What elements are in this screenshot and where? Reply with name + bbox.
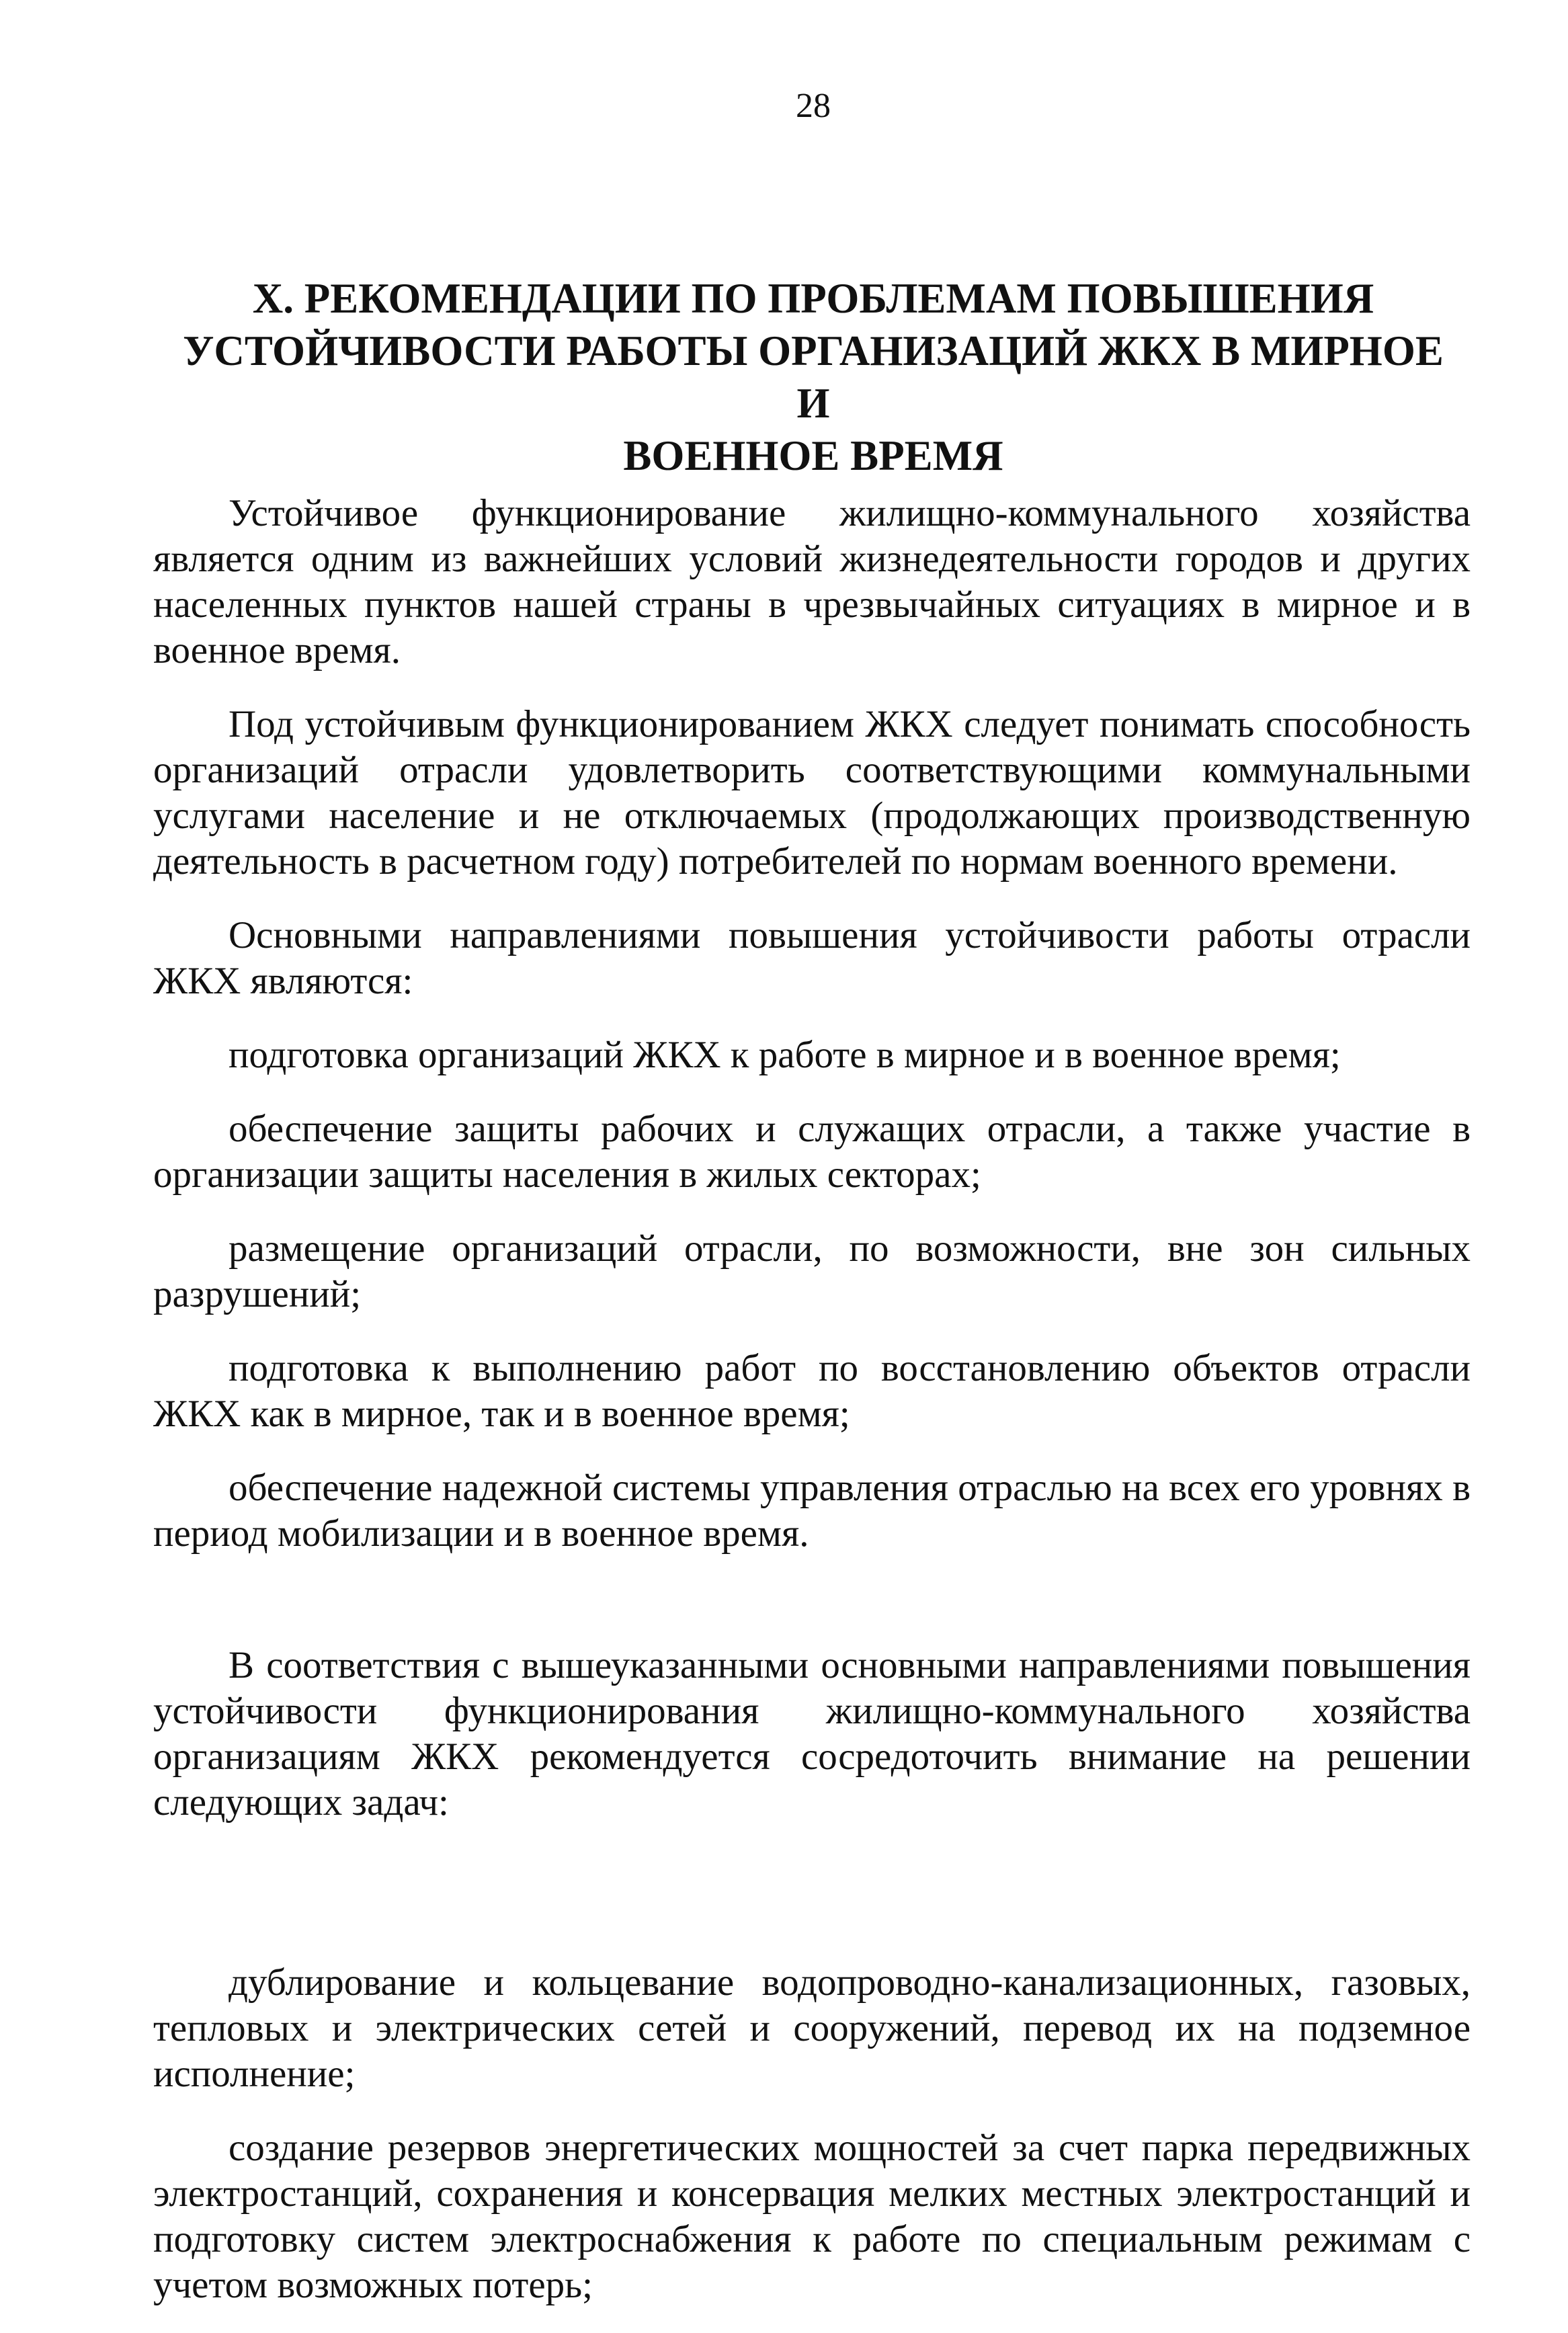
- paragraph-main-directions: Основными направлениями повышения устойчивости работы отрасли ЖКХ являются:: [153, 914, 1471, 1002]
- list-item-duplication: дублирование и кольцевание водопроводно-канализационных, газовых, тепловых и электрических сетей и сооружений, перевод их на подземное исполнение;: [153, 1961, 1471, 2095]
- list-item-management: обеспечение надежной системы управления отраслью на всех его уровнях в период мобилизации и в военное время.: [153, 1467, 1471, 1555]
- paragraph-definition: Под устойчивым функционированием ЖКХ следует понимать способность организаций отрасли удовлетворить соответствующими коммунальными услугами население и не отключаемых (продолжающих производственную деятельность в расчетном году) потребителей по нормам военного времени.: [153, 703, 1471, 883]
- list-item-protection: обеспечение защиты рабочих и служащих отрасли, а также участие в организации защиты населения в жилых секторах;: [153, 1108, 1471, 1196]
- list-item-placement: размещение организаций отрасли, по возможности, вне зон сильных разрушений;: [153, 1227, 1471, 1315]
- page-number: 28: [796, 87, 831, 125]
- paragraph-stable-functioning: Устойчивое функционирование жилищно-коммунального хозяйства является одним из важнейших условий жизнедеятельности городов и других населенных пунктов нашей страны в чрезвычайных ситуациях в мирное и в военное время.: [153, 492, 1471, 671]
- list-item-preparation: подготовка организаций ЖКХ к работе в мирное и в военное время;: [229, 1034, 1341, 1076]
- paragraph-recommendations: В соответствия с вышеуказанными основными направлениями повышения устойчивости функционирования жилищно-коммунального хозяйства организациям ЖКХ рекомендуется сосредоточить внимание на решении следующих задач:: [153, 1644, 1471, 1824]
- section-heading-line-1: X. РЕКОМЕНДАЦИИ ПО ПРОБЛЕМАМ ПОВЫШЕНИЯ: [252, 275, 1374, 322]
- list-item-energy-reserves: создание резервов энергетических мощностей за счет парка передвижных электростанций, сохранения и консервация мелких местных электростанций и подготовку систем электроснабжения к работе по специальным режимам с учетом возможных потерь;: [153, 2127, 1471, 2306]
- section-heading: [181, 272, 1445, 482]
- document-body: [153, 491, 1471, 2308]
- section-heading-line-2: УСТОЙЧИВОСТИ РАБОТЫ ОРГАНИЗАЦИЙ ЖКХ В МИРНОЕ И: [183, 327, 1444, 427]
- section-heading-line-3: ВОЕННОЕ ВРЕМЯ: [623, 432, 1003, 479]
- list-item-restoration: подготовка к выполнению работ по восстановлению объектов отрасли ЖКХ как в мирное, так и в военное время;: [153, 1347, 1471, 1435]
